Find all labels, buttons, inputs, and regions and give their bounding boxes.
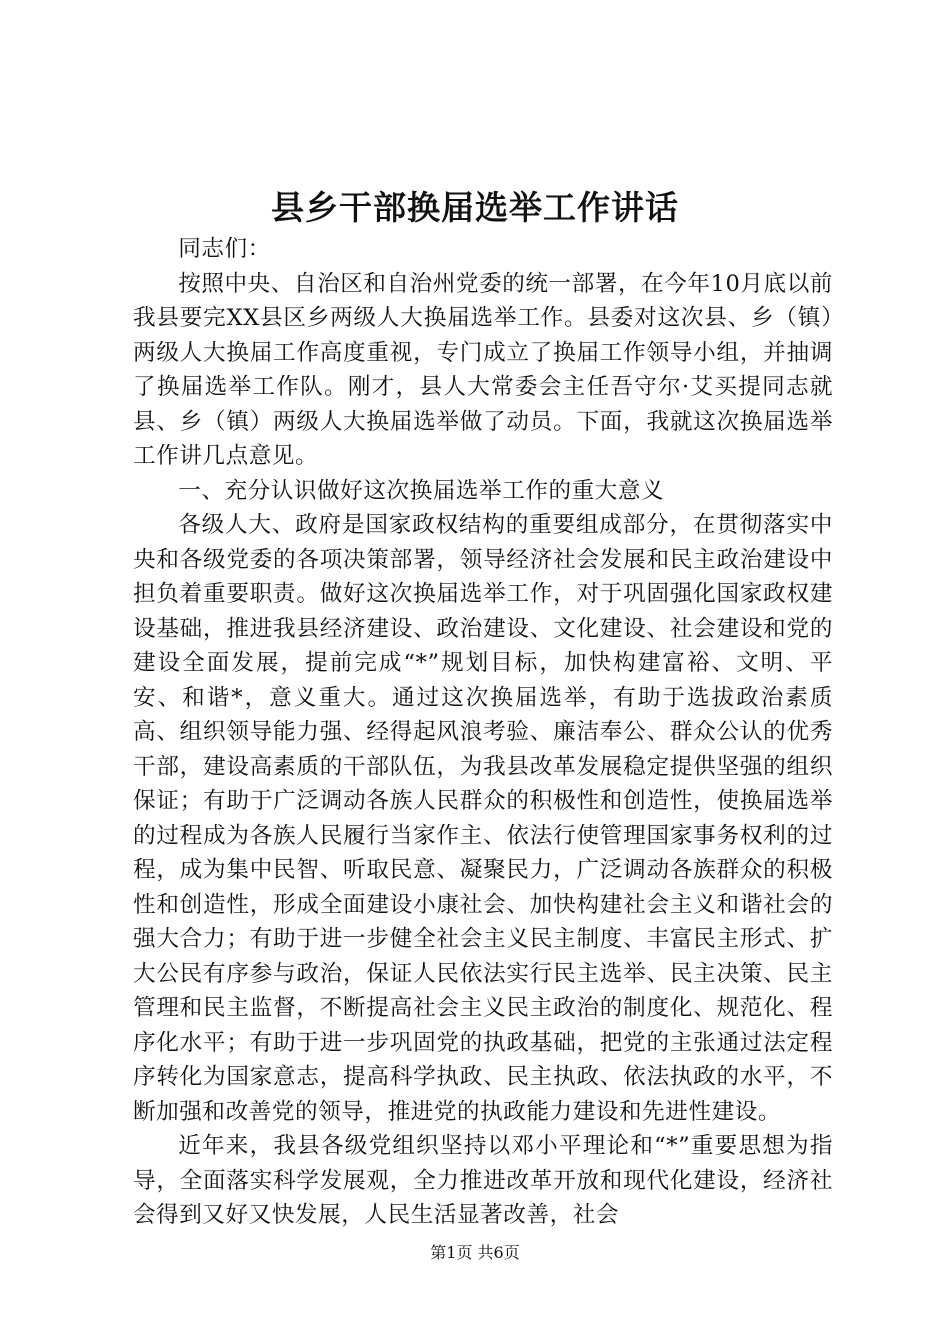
section-heading-1: 一、充分认识做好这次换届选举工作的重大意义 <box>178 477 665 504</box>
page-number-footer: 第1页 共6页 <box>430 1243 520 1262</box>
document-body <box>133 232 833 1233</box>
paragraph-intro: 按照中央、自治区和自治州党委的统一部署，在今年10月底以前我县要完XX县区乡两级人大换届选举工作。县委对这次县、乡（镇）两级人大换届工作高度重视，专门成立了换届工作领导小组，并抽调了换届选举工作队。刚才，县人大常委会主任吾守尔·艾买提同志就县、乡（镇）两级人大换届选举做了动员。下面，我就这次换届选举工作讲几点意见。 <box>133 270 833 469</box>
salutation: 同志们： <box>178 236 271 262</box>
paragraph-significance: 各级人大、政府是国家政权结构的重要组成部分，在贯彻落实中央和各级党委的各项决策部署，领导经济社会发展和民主政治建设中担负着重要职责。做好这次换届选举工作，对于巩固强化国家政权建设基础，推进我县经济建设、政治建设、文化建设、社会建设和党的建设全面发展，提前完成“*”规划目标，加快构建富裕、文明、平安、和谐*，意义重大。通过这次换届选举，有助于选拔政治素质高、组织领导能力强、经得起风浪考验、廉洁奉公、群众公认的优秀干部，建设高素质的干部队伍，为我县改革发展稳定提供坚强的组织保证；有助于广泛调动各族人民群众的积极性和创造性，使换届选举的过程成为各族人民履行当家作主、依法行使管理国家事务权利的过程，成为集中民智、听取民意、凝聚民力，广泛调动各族群众的积极性和创造性，形成全面建设小康社会、加快构建社会主义和谐社会的强大合力；有助于进一步健全社会主义民主制度、丰富民主形式、扩大公民有序参与政治，保证人民依法实行民主选举、民主决策、民主管理和民主监督，不断提高社会主义民主政治的制度化、规范化、程序化水平；有助于进一步巩固党的执政基础，把党的主张通过法定程序转化为国家意志，提高科学执政、民主执政、依法执政的水平，不断加强和改善党的领导，推进党的执政能力建设和先进性建设。 <box>133 512 833 1125</box>
paragraph-recent-years: 近年来，我县各级党组织坚持以邓小平理论和“*”重要思想为指导，全面落实科学发展观，全力推进改革开放和现代化建设，经济社会得到又好又快发展，人民生活显著改善，社会 <box>133 1133 833 1228</box>
document-title: 县乡干部换届选举工作讲话 <box>271 188 679 227</box>
